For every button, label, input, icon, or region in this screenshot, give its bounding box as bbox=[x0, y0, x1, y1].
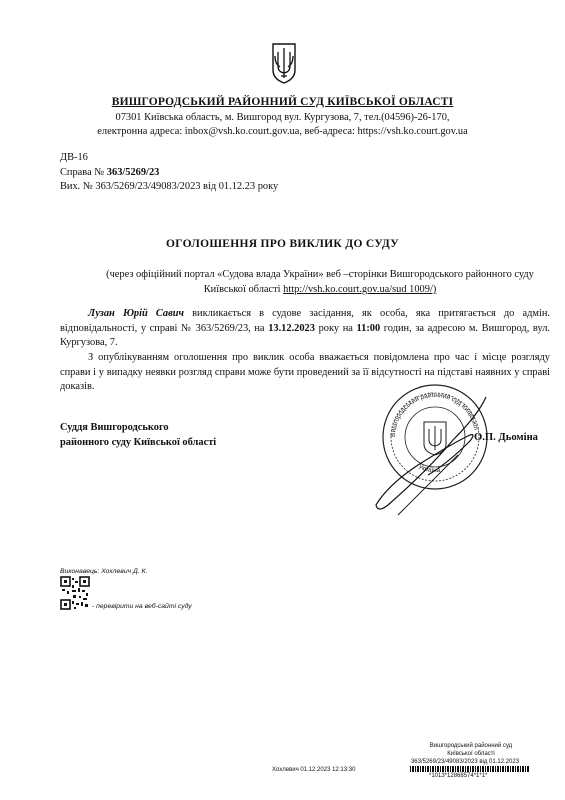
footer-region: Київської області bbox=[447, 750, 495, 757]
svg-text:Вишгородський районний суд Киї: Вишгородський районний суд Київської bbox=[389, 391, 480, 438]
court-address: 07301 Київська область, м. Вишгород вул. Кургузова, 7, тел.(04596)-26-170, bbox=[115, 112, 450, 123]
portal-note: (через офіційний портал «Судова влада України» веб –сторінки Вишгородського районного суду Київської області http://vsh.ko.court.gov.ua/sud 1009/) bbox=[106, 269, 534, 295]
footer-court: Вишгородський районний суд bbox=[429, 743, 513, 749]
footer-id: *1013*12868574*1*1* bbox=[429, 773, 488, 779]
svg-text:Україна: Україна bbox=[417, 463, 441, 475]
qr-code[interactable] bbox=[60, 576, 90, 610]
footer-reg-number: 363/5269/23/49083/2023 від 01.12.2023 bbox=[410, 759, 520, 765]
executor-line: Виконавець: Хохлевич Д. К. bbox=[60, 568, 148, 575]
qr-verify-text: - перевірити на веб-сайті суду bbox=[92, 603, 192, 610]
judge-name: О.П. Дьоміна bbox=[474, 432, 538, 443]
case-number: 363/5269/23 bbox=[106, 167, 160, 178]
court-email: електронна адреса: inbox@vsh.ko.court.gov.ua, веб-адреса: https://vsh.ko.court.gov.ua bbox=[97, 126, 468, 137]
notice-title: ОГОЛОШЕННЯ ПРО ВИКЛИК ДО СУДУ bbox=[166, 238, 399, 250]
form-code: ДВ-16 bbox=[60, 152, 88, 163]
outgoing-number: Вих. № 363/5269/23/49083/2023 від 01.12.23 року bbox=[60, 181, 279, 192]
portal-link[interactable]: http://vsh.ko.court.gov.ua/sud 1009/) bbox=[283, 284, 437, 295]
judge-title: Суддя Вишгородського районного суду Київської області bbox=[60, 422, 217, 448]
barcode bbox=[410, 766, 530, 772]
judge-signature bbox=[358, 385, 498, 525]
summons-paragraph: Лузан Юрій Савич викликається в судове засідання, як особа, яка притягається до адмін. відповідальності, у справі № 363/5269/23, на 13.12.2023 року на 11:00 годин, за адресою м. Вишгород, вул. Кургузова, 7. bbox=[60, 308, 551, 348]
coat-of-arms-icon bbox=[271, 42, 297, 84]
hearing-time: 11:00 bbox=[356, 322, 381, 334]
hearing-date: 13.12.2023 bbox=[268, 322, 315, 334]
consequence-paragraph: З опублікуванням оголошення про виклик особа вважається повідомлена про час і місце розгляду справи і у випадку неявки розгляд справи може бути проведений за її відсутності на підставі наявних у справі доказів. bbox=[60, 352, 550, 392]
court-name: ВИШГОРОДСЬКИЙ РАЙОННИЙ СУД КИЇВСЬКОЇ ОБЛАСТІ bbox=[111, 96, 454, 108]
case-reference: Справа № 363/5269/23 bbox=[60, 167, 160, 178]
footer-registration bbox=[416, 743, 526, 758]
person-name: Лузан Юрій Савич bbox=[88, 308, 184, 319]
footer-executor-date: Хохлевич 01.12.2023 12:13:30 bbox=[272, 767, 356, 773]
